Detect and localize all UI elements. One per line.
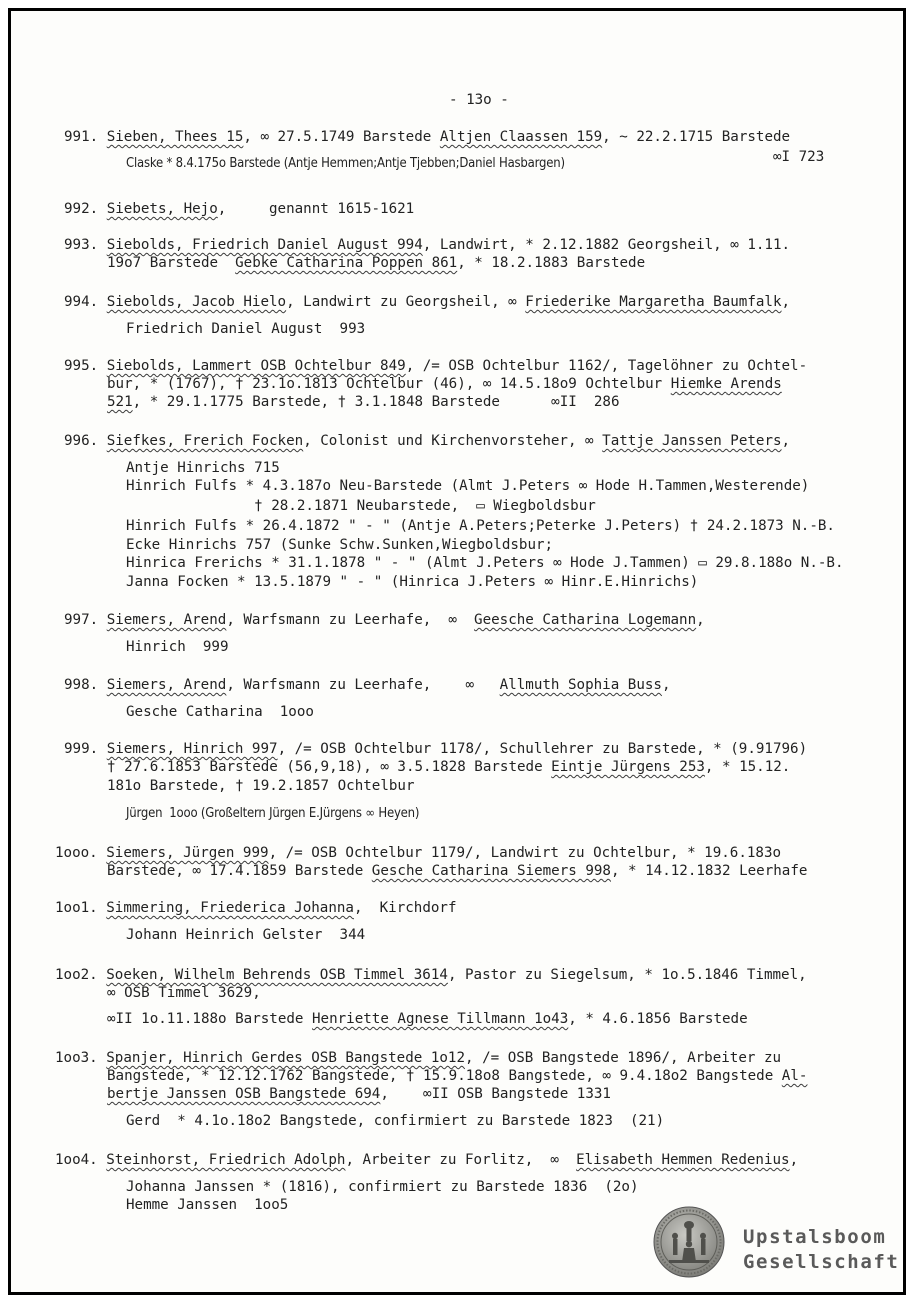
spouse-name: Eintje Jürgens 253	[551, 759, 705, 775]
child-line: Hinrich Fulfs * 26.4.1872 " - " (Antje A.Peters;Peterke J.Peters) † 24.2.1873 N.-B.	[126, 518, 835, 534]
person-name: Spanjer, Hinrich Gerdes OSB Bangstede 1o12	[106, 1050, 466, 1066]
entry-1002-line2: ∞ OSB Timmel 3629,	[107, 985, 261, 1001]
person-name: Soeken, Wilhelm Behrends OSB Timmel 3614	[106, 967, 448, 983]
entry-996-line1: 996. Siefkes, Frerich Focken, Colonist und Kirchenvorsteher, ∞ Tattje Janssen Peters,	[64, 433, 791, 449]
child-line: † 28.2.1871 Neubarstede, ▭ Wiegboldsbur	[126, 498, 596, 514]
person-name: Siefkes, Frerich Focken	[106, 433, 304, 449]
person-name: Siemers, Arend	[106, 677, 227, 693]
entry-1003-line1: 1oo3. Spanjer, Hinrich Gerdes OSB Bangstede 1o12, /= OSB Bangstede 1896/, Arbeiter zu	[55, 1050, 782, 1066]
entry-1004-child: Johanna Janssen * (1816), confirmiert zu Barstede 1836 (2o)	[126, 1179, 639, 1195]
person-name: Siebolds, Jacob Hielo	[106, 294, 287, 310]
child-line: Janna Focken * 13.5.1879 " - " (Hinrica J.Peters ∞ Hinr.E.Hinrichs)	[126, 574, 699, 590]
person-name: Siemers, Jürgen 999	[106, 845, 269, 861]
spouse-name: Friederike Margaretha Baumfalk	[525, 294, 782, 310]
entry-995-line2: bur, * (1767), † 23.1o.1813 Ochtelbur (46), ∞ 14.5.18o9 Ochtelbur Hiemke Arends	[107, 376, 782, 392]
spouse-name: Al-	[781, 1068, 808, 1084]
seal-icon	[653, 1206, 725, 1278]
entry-1003-line3: bertje Janssen OSB Bangstede 694, ∞II OSB Bangstede 1331	[107, 1086, 611, 1102]
child-line: Antje Hinrichs 715	[126, 460, 280, 476]
entry-1000-line2: Barstede, ∞ 17.4.1859 Barstede Gesche Catharina Siemers 998, * 14.12.1832 Leerhafe	[107, 863, 808, 879]
person-name: Simmering, Friederica Johanna	[106, 900, 354, 916]
spouse-name: Allmuth Sophia Buss	[499, 677, 662, 693]
entry-997-line1: 997. Siemers, Arend, Warfsmann zu Leerhafe, ∞ Geesche Catharina Logemann,	[64, 612, 705, 628]
spouse-name: Henriette Agnese Tillmann 1o43	[312, 1011, 569, 1027]
page-number: - 13o -	[449, 92, 509, 108]
entry-994-line1: 994. Siebolds, Jacob Hielo, Landwirt zu Georgsheil, ∞ Friederike Margaretha Baumfalk,	[64, 294, 791, 310]
entry-1002-line3: ∞II 1o.11.188o Barstede Henriette Agnese Tillmann 1o43, * 4.6.1856 Barstede	[107, 1011, 748, 1027]
person-name: Siemers, Hinrich 997	[106, 741, 278, 757]
entry-993-line2: 19o7 Barstede Gebke Catharina Poppen 861, * 18.2.1883 Barstede	[107, 255, 646, 271]
entry-992-line1: 992. Siebets, Hejo, genannt 1615-1621	[64, 201, 415, 217]
entry-991-line1: 991. Sieben, Thees 15, ∞ 27.5.1749 Barstede Altjen Claassen 159, ~ 22.2.1715 Barstede	[64, 129, 791, 145]
spouse-name: Geesche Catharina Logemann	[474, 612, 697, 628]
entry-993-line1: 993. Siebolds, Friedrich Daniel August 994, Landwirt, * 2.12.1882 Georgsheil, ∞ 1.11.	[64, 237, 791, 253]
entry-1004-child: Hemme Janssen 1oo5	[126, 1197, 289, 1213]
spouse-name: Elisabeth Hemmen Redenius	[576, 1152, 790, 1168]
logo-line2: Gesellschaft	[743, 1251, 900, 1273]
entry-1000-line1: 1ooo. Siemers, Jürgen 999, /= OSB Ochtelbur 1179/, Landwirt zu Ochtelbur, * 19.6.183o	[55, 845, 782, 861]
entry-991-marriage-ref: ∞I 723	[773, 149, 825, 165]
spouse-name: Gesche Catharina Siemers 998	[371, 863, 611, 879]
entry-1001-line1: 1oo1. Simmering, Friederica Johanna, Kirchdorf	[55, 900, 457, 916]
spouse-name: Hiemke Arends	[670, 376, 782, 392]
person-name: Siemers, Arend	[106, 612, 227, 628]
entry-999-line3: 181o Barstede, † 19.2.1857 Ochtelbur	[107, 778, 415, 794]
entry-997-child: Hinrich 999	[126, 639, 229, 655]
entry-999-line1: 999. Siemers, Hinrich 997, /= OSB Ochtelbur 1178/, Schullehrer zu Barstede, * (9.91796)	[64, 741, 808, 757]
spouse-name: Gebke Catharina Poppen 861	[235, 255, 458, 271]
person-name: Siebolds, Lammert OSB Ochtelbur 849	[106, 358, 406, 374]
entry-1002-line1: 1oo2. Soeken, Wilhelm Behrends OSB Timmel 3614, Pastor zu Siegelsum, * 1o.5.1846 Timmel,	[55, 967, 807, 983]
entry-994-child: Friedrich Daniel August 993	[126, 321, 366, 337]
entry-998-child: Gesche Catharina 1ooo	[126, 704, 314, 720]
entry-1003-line2: Bangstede, * 12.12.1762 Bangstede, † 15.9.18o8 Bangstede, ∞ 9.4.18o2 Bangstede Al-	[107, 1068, 808, 1084]
child-line: Hinrica Frerichs * 31.1.1878 " - " (Almt J.Peters ∞ Hode J.Tammen) ▭ 29.8.188o N.-B.	[126, 555, 844, 571]
entry-998-line1: 998. Siemers, Arend, Warfsmann zu Leerhafe, ∞ Allmuth Sophia Buss,	[64, 677, 671, 693]
logo-line1: Upstalsboom	[743, 1226, 887, 1248]
entry-1001-child: Johann Heinrich Gelster 344	[126, 927, 366, 943]
person-name: Siebolds, Friedrich Daniel August 994	[106, 237, 423, 253]
spouse-name: Altjen Claassen 159	[439, 129, 603, 145]
entry-1004-line1: 1oo4. Steinhorst, Friedrich Adolph, Arbeiter zu Forlitz, ∞ Elisabeth Hemmen Redenius,	[55, 1152, 799, 1168]
entry-1003-child: Gerd * 4.1o.18o2 Bangstede, confirmiert zu Barstede 1823 (21)	[126, 1113, 665, 1129]
child-line: Hinrich Fulfs * 4.3.187o Neu-Barstede (Almt J.Peters ∞ Hode H.Tammen,Westerende)	[126, 478, 810, 494]
entry-number: 991.	[64, 129, 99, 145]
person-name: Steinhorst, Friedrich Adolph	[106, 1152, 346, 1168]
entry-999-line2: † 27.6.1853 Barstede (56,9,18), ∞ 3.5.1828 Barstede Eintje Jürgens 253, * 15.12.	[107, 759, 791, 775]
document-page	[8, 8, 906, 1295]
entry-995-line3: 521, * 29.1.1775 Barstede, † 3.1.1848 Barstede ∞II 286	[107, 394, 620, 410]
person-name: Siebets, Hejo	[106, 201, 218, 217]
entry-999-child: Jürgen 1ooo (Großeltern Jürgen E.Jürgens ∞ Heyen)	[126, 806, 420, 821]
entry-995-line1: 995. Siebolds, Lammert OSB Ochtelbur 849, /= OSB Ochtelbur 1162/, Tagelöhner zu Ochtel-	[64, 358, 808, 374]
person-name: Sieben, Thees 15	[106, 129, 244, 145]
child-line: Ecke Hinrichs 757 (Sunke Schw.Sunken,Wiegboldsbur;	[126, 537, 554, 553]
spouse-name: Tattje Janssen Peters	[602, 433, 782, 449]
entry-991-child: Claske * 8.4.175o Barstede (Antje Hemmen;Antje Tjebben;Daniel Hasbargen)	[126, 156, 565, 171]
